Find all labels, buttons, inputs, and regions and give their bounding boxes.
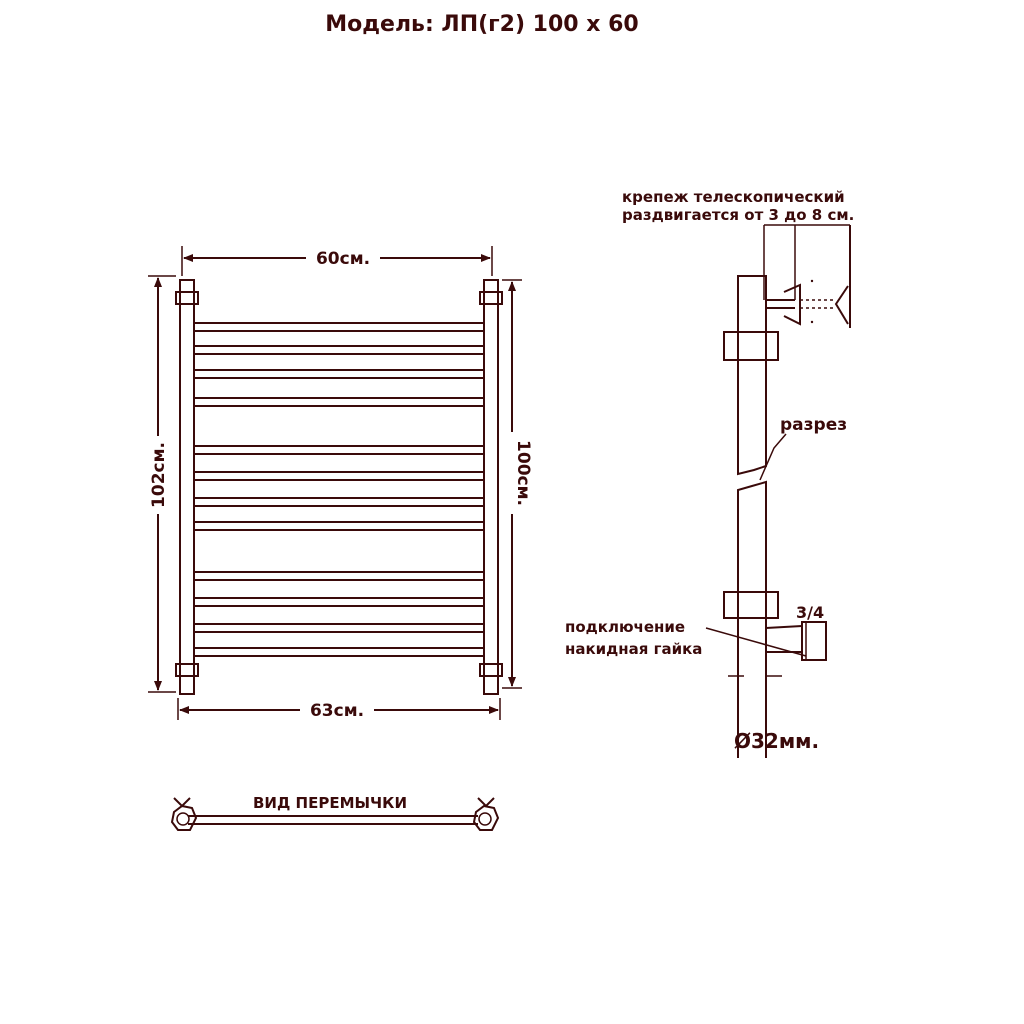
thread-size-label: 3/4: [796, 603, 825, 622]
crossbar-11: [194, 624, 484, 632]
dim-bottom-width: 63см.: [309, 701, 365, 721]
dim-left-height: 102см.: [149, 442, 169, 508]
crossbar-6: [194, 472, 484, 480]
section-label: разрез: [780, 415, 848, 435]
side-view: [565, 188, 854, 758]
jumper-post-left: [172, 806, 196, 830]
model-title: Модель: ЛП(г2) 100 х 60: [325, 12, 639, 37]
mount-note-line1: крепеж телескопический: [622, 188, 845, 206]
main-tube-upper: [738, 276, 766, 474]
dim-top-width: 60см.: [315, 249, 371, 269]
tube-collar-lower: [724, 592, 778, 618]
left-post: [180, 280, 194, 694]
crossbar-5: [194, 446, 484, 454]
main-tube-lower: [738, 482, 766, 758]
dim-right-height: 100см.: [513, 440, 533, 506]
crossbar-10: [194, 598, 484, 606]
connection-line2: накидная гайка: [565, 640, 703, 658]
connection-elbow: [766, 626, 802, 652]
crossbar-12: [194, 648, 484, 656]
tube-collar-upper: [724, 332, 778, 360]
front-view: [148, 246, 533, 721]
mount-note-line2: раздвигается от 3 до 8 см.: [622, 206, 855, 224]
pipe-diameter-label: Ø32мм.: [734, 729, 820, 753]
crossbar-8: [194, 522, 484, 530]
section-leader: [760, 434, 786, 480]
crossbar-3: [194, 370, 484, 378]
crossbars: [194, 323, 484, 656]
connection-line1: подключение: [565, 618, 686, 636]
crossbar-4: [194, 398, 484, 406]
crossbar-2: [194, 346, 484, 354]
jumper-view-label: ВИД ПЕРЕМЫЧКИ: [252, 794, 408, 812]
crossbar-1: [194, 323, 484, 331]
bracket-cone: [784, 285, 800, 324]
connection-leader: [706, 628, 806, 656]
crossbar-7: [194, 498, 484, 506]
right-post: [484, 280, 498, 694]
crossbar-9: [194, 572, 484, 580]
jumper-view: [172, 794, 498, 830]
jumper-post-right: [474, 806, 498, 830]
